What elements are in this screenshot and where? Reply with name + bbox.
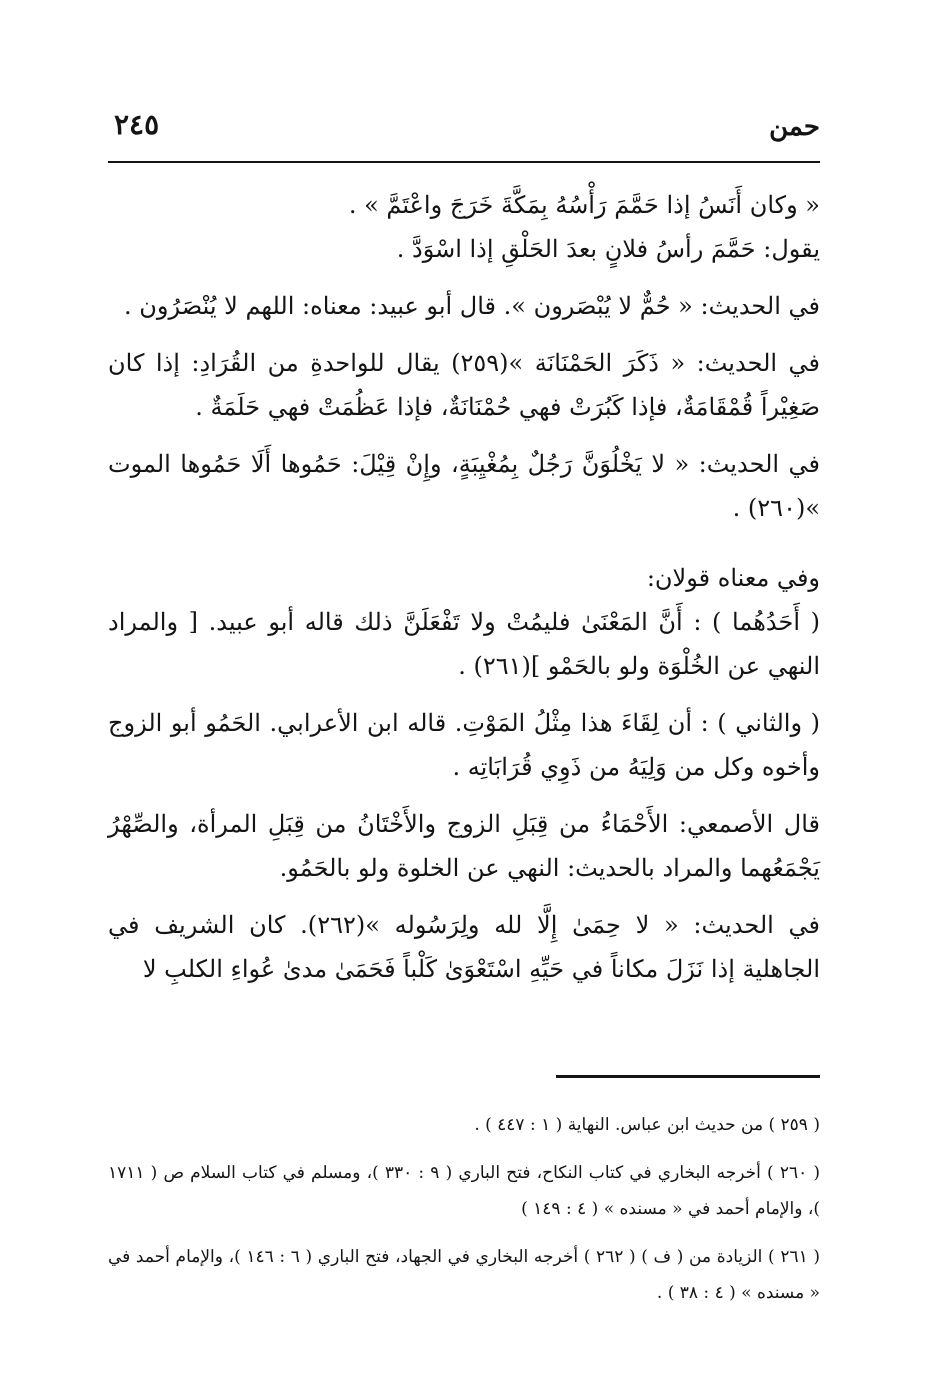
paragraph: يقول: حَمَّمَ رأسُ فلانٍ بعدَ الحَلْقِ إذا اسْوَدَّ .	[396, 235, 820, 263]
paragraph: في الحديث: « لا حِمَىٰ إِلَّا لله ولِرَسُوله »(٢٦٢). كان الشريف في الجاهلية إذا نَزَلَ مكاناً في حَيِّهِ اسْتَعْوَىٰ كَلْباً فَحَمَىٰ مدىٰ عُواءِ الكلبِ لا	[108, 911, 821, 983]
running-header	[108, 104, 820, 164]
footnotes	[108, 1107, 820, 1323]
main-text	[108, 183, 820, 1004]
paragraph: في الحديث: « ذَكَرَ الحَمْنَانَة »(٢٥٩) يقال للواحدةِ من القُرَادِ: إذا كان صَغِيْراً قُمْقَامَةٌ، فإذا كَبُرَتْ فهي حُمْنَانَةٌ، فإذا عَظُمَتْ فهي حَلَمَةٌ .	[108, 349, 821, 421]
header-rule	[108, 161, 820, 163]
paragraph: ( أَحَدُهُما ) : أَنَّ المَعْنَىٰ فليمُتْ ولا تَفْعَلَنَّ ذلك قاله أبو عبيد. [ والمراد النهي عن الخُلْوَة ولو بالحَمْو ](٢٦١) .	[108, 608, 820, 680]
footnote-rule	[556, 1075, 820, 1078]
footnote: ( ٢٦٠ ) أخرجه البخاري في كتاب النكاح، فتح الباري ( ٩ : ٣٣٠ )، ومسلم في كتاب السلام ص ( ١٧١١ )، والإمام أحمد في « مسنده » ( ٤ : ١٤٩ )	[108, 1163, 820, 1219]
header-title: حمن	[769, 112, 820, 142]
paragraph: قال الأصمعي: الأَحْمَاءُ من قِبَلِ الزوج والأَخْتَانُ من قِبَلِ المرأة، والصِّهْرُ يَجْمَعُهما والمراد بالحديث: النهي عن الخلوة ولو بالحَمُو.	[108, 810, 820, 882]
footnote: ( ٢٦١ ) الزيادة من ( ف ) ( ٢٦٢ ) أخرجه البخاري في الجهاد، فتح الباري ( ٦ : ١٤٦ )، والإمام أحمد في « مسنده » ( ٤ : ٣٨ ) .	[108, 1247, 820, 1303]
paragraph: في الحديث: « حُمٌّ لا يُبْصَرون ». قال أبو عبيد: معناه: اللهم لا يُنْصَرُون .	[124, 292, 820, 320]
page-number: ٢٤٥	[114, 108, 160, 141]
footnote: ( ٢٥٩ ) من حديث ابن عباس. النهاية ( ١ : ٤٤٧ ) .	[474, 1115, 820, 1135]
paragraph: في الحديث: « لا يَخْلُوَنَّ رَجُلٌ بِمُغْيِبَةٍ، وإِنْ قِيْلَ: حَمُوها أَلَا حَمُوها الموت »(٢٦٠) .	[108, 450, 820, 522]
paragraph: وفي معناه قولان:	[646, 564, 820, 592]
paragraph: ( والثاني ) : أن لِقَاءَ هذا مِثْلُ المَوْتِ. قاله ابن الأعرابي. الحَمُو أبو الزوج وأخوه وكل من وَلِيَهُ من ذَوِي قُرَابَاتِه .	[108, 709, 821, 781]
paragraph: « وكان أَنَسُ إذا حَمَّمَ رَأْسُهُ بِمَكَّةَ خَرَجَ واعْتَمَّ » .	[348, 191, 820, 219]
